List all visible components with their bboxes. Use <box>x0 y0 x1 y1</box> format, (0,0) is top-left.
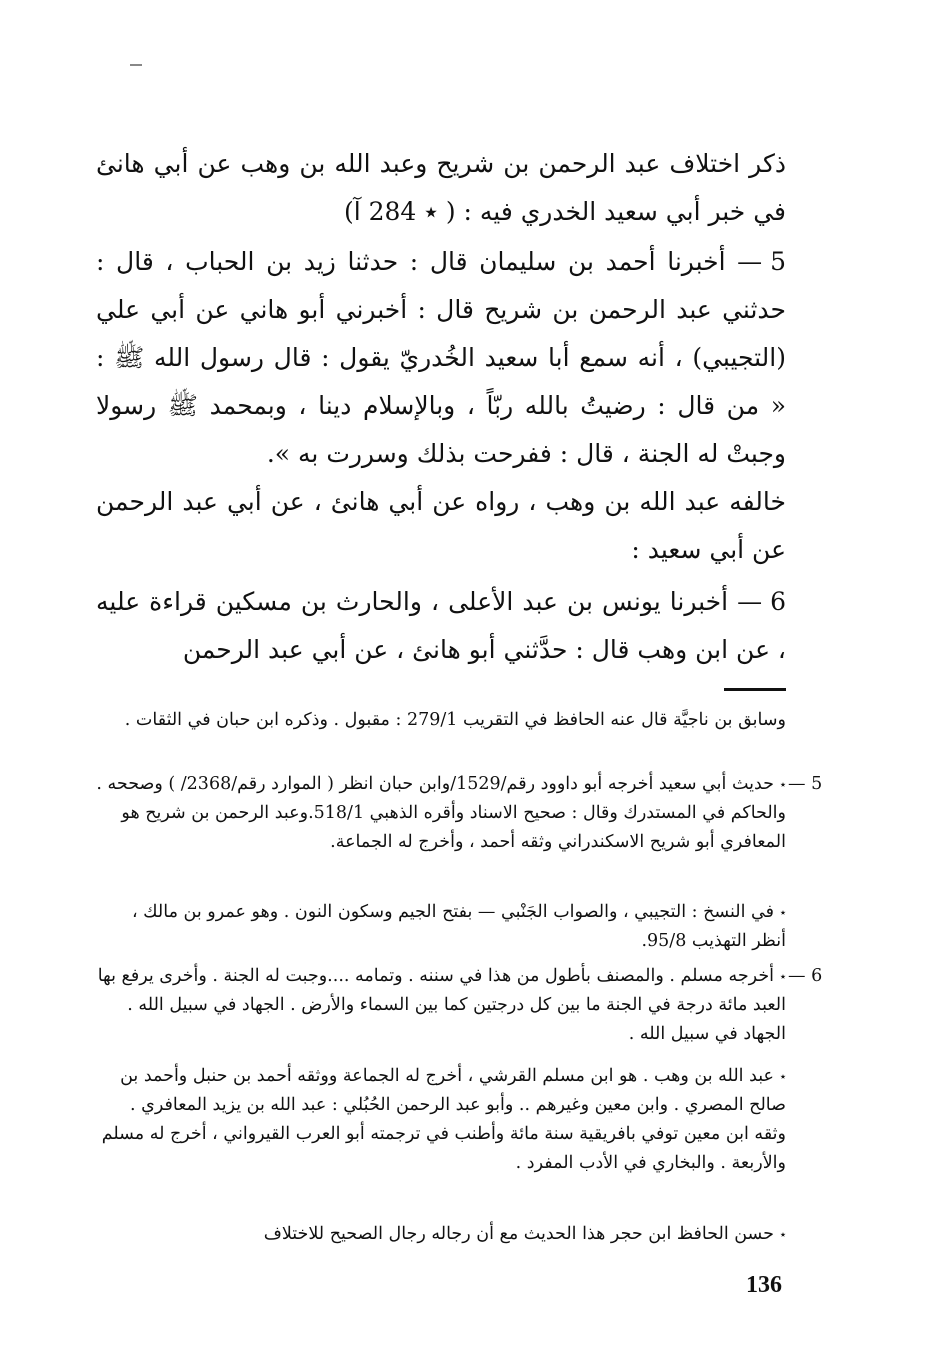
footnote <box>96 706 786 770</box>
paragraph-6 <box>96 578 786 674</box>
paragraph-5 <box>96 238 786 478</box>
asterisk-icon: ٭ <box>780 970 786 983</box>
paragraph-text: خالفه عبد الله بن وهب ، رواه عن أبي هانئ ، عن أبي عبد الرحمن عن أبي سعيد : <box>96 487 786 564</box>
footnote-separator <box>724 688 786 691</box>
asterisk-icon: ٭ <box>780 778 786 791</box>
asterisk-icon: ٭ <box>780 1070 786 1083</box>
paragraph-text: أخبرنا أحمد بن سليمان قال : حدثنا زيد بن الحباب ، قال : حدثني عبد الرحمن بن شريح قال : أخبرني أبو هاني عن أبي علي (التجيبي) ، أنه سمع أبا سعيد الخُدريّ يقول : قال رسول الله ﷺ : « من قال : رضيتُ بالله ربّاً ، وبالإسلام دينا ، وبمحمد ﷺ رسولا وجبتْ له الجنة ، قال : ففرحت بذلك وسررت به ». <box>96 247 786 468</box>
footnote-marker: 6 — <box>788 966 823 986</box>
footnote-text: عبد الله بن وهب . هو ابن مسلم القرشي ، أخرج له الجماعة ووثقه أحمد بن حنبل وأحمد بن صالح المصري . وابن معين وغيرهم .. وأبو عبد الرحمن الحُبُلي : عبد الله بن يزيد المعافري . وثقه ابن معين توفي بافريقية سنة مائة وأطنب في ترجمته أبو العرب القيرواني ، أخرج له مسلم والأربعة . والبخاري في الأدب المفرد . <box>101 1066 786 1173</box>
paragraph-text: أخبرنا يونس بن عبد الأعلى ، والحارث بن مسكين قراءة عليه ، عن ابن وهب قال : حدَّثني أبو هانئ ، عن أبي عبد الرحمن <box>96 587 786 664</box>
footnote <box>96 962 823 1062</box>
page-number: 136 <box>746 1272 782 1298</box>
footnote <box>96 770 823 898</box>
footnote-marker: 5 — <box>788 774 823 794</box>
footnote <box>96 1220 786 1249</box>
footnote <box>96 898 786 962</box>
footnote <box>96 1062 786 1220</box>
footnote-text: حسن الحافظ ابن حجر هذا الحديث مع أن رجاله رجال الصحيح للاختلاف <box>263 1224 774 1244</box>
footnote-text: أخرجه مسلم . والمصنف بأطول من هذا في سننه . وتمامه ....وجبت له الجنة . وأخرى يرفع بها العبد مائة درجة في الجنة ما بين كل درجتين كما بين السماء والأرض . الجهاد في سبيل الله . الجهاد في سبيل الله . <box>97 966 786 1044</box>
section-heading <box>96 140 786 236</box>
paragraph-number: 6 — <box>737 587 786 616</box>
footnote-text: وسابق بن ناجيَّة قال عنه الحافظ في التقريب 279/1 : مقبول . وذكره ابن حبان في الثقات . <box>124 710 786 730</box>
asterisk-icon: ٭ <box>780 1228 786 1241</box>
heading-text: ذكر اختلاف عبد الرحمن بن شريح وعبد الله بن وهب عن أبي هانئ في خبر أبي سعيد الخدري فيه : ( ٭ 284 آ) <box>96 149 786 226</box>
asterisk-icon: ٭ <box>780 906 786 919</box>
paragraph-khalafahu <box>96 478 786 574</box>
corner-mark <box>130 64 142 66</box>
footnote-text: حديث أبي سعيد أخرجه أبو داوود رقم/1529/وابن حبان انظر ( الموارد رقم/2368/ ) وصححه . والحاكم في المستدرك وقال : صحيح الاسناد وأقره الذهبي 518/1.وعبد الرحمن بن شريح هو المعافري أبو شريح الاسكندراني وثقه أحمد ، وأخرج له الجماعة. <box>96 774 786 852</box>
footnotes <box>96 706 823 1249</box>
paragraph-number: 5 — <box>737 247 786 276</box>
footnote-text: في النسخ : التجيبي ، والصواب الجَنْبي — بفتح الجيم وسكون النون . وهو عمرو بن مالك ، أنظر التهذيب 95/8. <box>131 902 786 951</box>
